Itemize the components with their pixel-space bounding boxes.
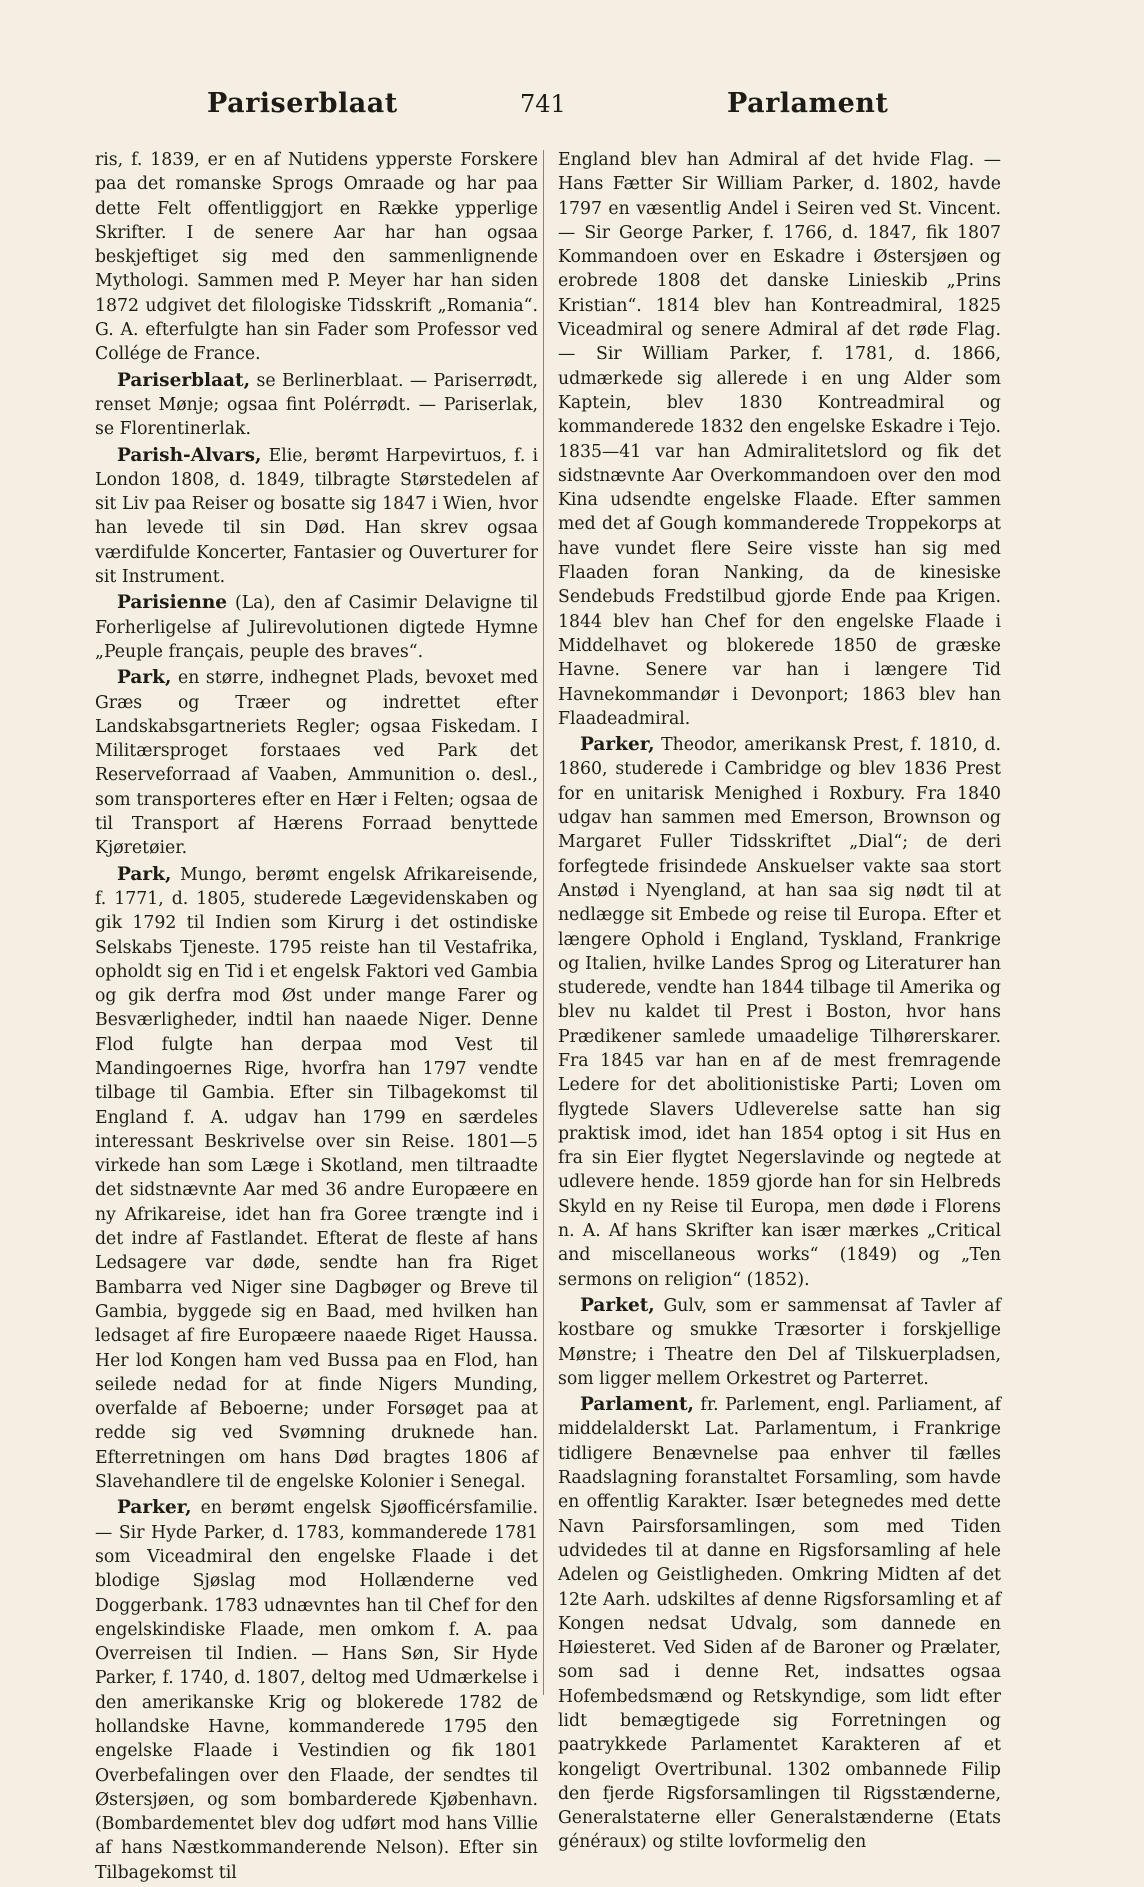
entry-text: Gulv, som er sammensat af Tavler af kostbare og smukke Træsorter i forskjellige Mønstre; i Theatre den Del af Tilskuerpladsen, som ligger mellem Orkestret og Parterret. [558, 1295, 1001, 1389]
entry-parker [95, 1496, 538, 1885]
headword: Parisienne [117, 592, 228, 614]
entry-text: en berømt engelsk Sjøofficérsfamilie. — Sir Hyde Parker, d. 1783, kommanderede 1781 som Viceadmiral den engelske Flaade i det blodige Sjøslag mod Hollænderne ved Doggerbank. 1783 udnævntes han til Chef for den engelskindiske Flaade, men omkom f. A. paa Overreisen til Indien. — Hans Søn, Sir Hyde Parker, f. 1740, d. 1807, deltog med Udmærkelse i den amerikanske Krig og blokerede 1782 de hollandske Havne, kommanderede 1795 den engelske Flaade i Vestindien og fik 1801 Overbefalingen over den Flaade, der sendtes til Østersjøen, og som bombarderede Kjøbenhavn. (Bombardementet blev dog udført mod hans Villie af hans Næstkommanderende Nelson). Efter sin Tilbagekomst til [95, 1498, 538, 1883]
entry-text: Mungo, berømt engelsk Afrikareisende, f. 1771, d. 1805, studerede Lægevidenskaben og gik 1792 til Indien som Kirurg i det ostindiske Selskabs Tjeneste. 1795 reiste han til Vestafrika, opholdt sig en Tid i et engelsk Faktori ved Gambia og gik derfra mod Øst under mange Farer og Besværligheder, indtil han naaede Niger. Denne Flod fulgte han derpaa mod Vest til Mandingoernes Rige, hvorfra han 1797 vendte tilbage til Gambia. Efter sin Tilbagekomst til England f. A. udgav han 1799 en særdeles interessant Beskrivelse over sin Reise. 1801—5 virkede han som Læge i Skotland, men tiltraadte det sidstnævnte Aar med 36 andre Europæere en ny Afrikareise, idet han fra Goree trængte ind i det indre af Fastlandet. Efterat de fleste af hans Ledsagere var døde, sendte han fra Riget Bambarra ved Niger sine Dagbøger og Breve til Gambia, byggede sig en Baad, med hvilken han ledsaget af fire Europæere naaede Riget Haussa. Her lod Kongen ham ved Bussa paa en Flod, han seilede nedad for at finde Nigers Munding, overfalde af Beboerne; under Forsøget paa at redde sig ved Svømning druknede han. Efterretningen om hans Død bragtes 1806 af Slavehandlere til de engelske Kolonier i Senegal. [95, 864, 538, 1493]
column-divider [543, 150, 544, 1695]
entry-parket [558, 1294, 1001, 1391]
entry-park-mungo [95, 863, 538, 1495]
entry-parker-cont [558, 148, 1001, 731]
headword: Parker, [117, 1497, 192, 1519]
entry-text: fr. Parlement, engl. Parliament, af middelalderskt Lat. Parlamentum, i Frankrige tidligere Benævnelse paa enhver til fælles Raadslagning foranstaltet Forsamling, som havde en offentlig Karakter. Især betegnedes med dette Navn Pairsforsamlingen, som med Tiden udvidedes til at danne en Rigsforsamling af hele Adelen og Geistligheden. Omkring Midten af det 12te Aarh. udskiltes af denne Rigsforsamling et af Kongen nedsat Udvalg, som dannede en Høiesteret. Ved Siden af de Baroner og Prælater, som sad i denne Ret, indsattes ogsaa Hofembedsmænd og Retskyndige, som lidt efter lidt bemægtigede sig Forretningen og paatrykkede Parlamentet Karakteren af et kongeligt Overtribunal. 1302 ombannede Filip den fjerde Rigsforsamlingen til Rigsstænderne, Generalstaterne eller Generalstænderne (Etats généraux) og stilte lovformelig den [558, 1395, 1001, 1853]
entry-text: Theodor, amerikansk Prest, f. 1810, d. 1860, studerede i Cambridge og blev 1836 Prest for en unitarisk Menighed i Roxbury. Fra 1840 udgav han sammen med Emerson, Brownson og Margaret Fuller Tidsskriftet „Dial“; de deri forfegtede frisindede Anskuelser vakte saa stort Anstød i Nyengland, at han saa sig nødt til at nedlægge sit Embede og reise til Europa. Efter et længere Ophold i England, Tyskland, Frankrige og Italien, hvilke Landes Sprog og Literaturer han studerede, vendte han 1844 tilbage til Amerika og blev nu kaldet til Prest i Boston, hvor hans Prædikener samlede umaadelige Tilhørerskarer. Fra 1845 var han en af de mest fremragende Ledere for det abolitionistiske Parti; Loven om flygtede Slavers Udleverelse satte han sig praktisk imod, idet han 1854 optog i sit Hus en fra sin Eier flygtet Negerslavinde og negtede at udlevere hende. 1859 gjorde han for sin Helbreds Skyld en ny Reise til Europa, men døde i Florens n. A. Af hans Skrifter kan især mærkes „Critical and miscellaneous works“ (1849) og „Ten sermons on religion“ (1852). [558, 735, 1001, 1290]
entry-riss [95, 148, 538, 367]
headword: Pariserblaat, [117, 369, 251, 391]
running-header [0, 88, 1144, 128]
header-right-guide-word: Parlament [727, 88, 889, 119]
headword: Park, [117, 667, 172, 689]
entry-parker-theodor [558, 733, 1001, 1292]
headword: Parker, [580, 734, 655, 756]
entry-text: England blev han Admiral af det hvide Flag. — Hans Fætter Sir William Parker, d. 1802, havde 1797 en væsentlig Andel i Seiren ved St. Vincent. — Sir George Parker, f. 1766, d. 1847, fik 1807 Kommandoen over en Eskadre i Østersjøen og erobrede 1808 det danske Linieskib „Prins Kristian“. 1814 blev han Kontreadmiral, 1825 Viceadmiral og senere Admiral af det røde Flag. — Sir William Parker, f. 1781, d. 1866, udmærkede sig allerede i en ung Alder som Kaptein, blev 1830 Kontreadmiral og kommanderede 1832 den engelske Eskadre i Tejo. 1835—41 var han Admiralitetslord og fik det sidstnævnte Aar Overkommandoen over den mod Kina udsendte engelske Flaade. Efter sammen med det af Gough kommanderede Troppekorps at have vundet flere Seire visste han sig med Flaaden foran Nanking, da de kinesiske Sendebuds Fredstilbud gjorde Ende paa Krigen. 1844 blev han Chef for den engelske Flaade i Middelhavet og blokerede 1850 de græske Havne. Senere var han i længere Tid Havnekommandør i Devonport; 1863 blev han Flaadeadmiral. [558, 150, 1001, 729]
entry-text: (La), den af Casimir Delavigne til Forherligelse af Julirevolutionen digtede Hymne „Peuple français, peuple des braves“. [95, 593, 538, 662]
headword: Parlament, [580, 1394, 694, 1416]
header-left-guide-word: Pariserblaat [207, 88, 398, 119]
page-number: 741 [520, 90, 566, 118]
entry-text: en større, indhegnet Plads, bevoxet med Græs og Træer og indrettet efter Landskabsgartneriets Regler; ogsaa Fiskedam. I Militærsproget forstaaes ved Park det Reserveforraad af Vaaben, Ammunition o. desl., som transporteres efter en Hær i Felten; ogsaa de til Transport af Hærens Forraad benyttede Kjøretøier. [95, 668, 539, 859]
entry-text: ris, f. 1839, er en af Nutidens ypperste Forskere paa det romanske Sprogs Omraade og har paa dette Felt offentliggjort en Række ypperlige Skrifter. I de senere Aar har han ogsaa beskjeftiget sig med den sammenlignende Mythologi. Sammen med P. Meyer har han siden 1872 udgivet det filologiske Tidsskrift „Romania“. G. A. efterfulgte han sin Fader som Professor ved Collége de France. [95, 150, 538, 365]
headword: Parish-Alvars, [117, 444, 262, 466]
right-column [558, 148, 1001, 1857]
entry-pariserblaat [95, 369, 538, 442]
entry-parisienne [95, 591, 538, 664]
left-column [95, 148, 538, 1887]
headword: Park, [117, 863, 172, 885]
entry-text: Elie, berømt Harpevirtuos, f. i London 1808, d. 1849, tilbragte Størstedelen af sit Liv paa Reiser og bosatte sig 1847 i Wien, hvor han levede til sin Død. Han skrev ogsaa værdifulde Koncerter, Fantasier og Ouverturer for sit Instrument. [95, 445, 538, 588]
entry-text: se Berlinerblaat. — Pariserrødt, renset Mønje; ogsaa fint Polérrødt. — Pariserlak, se Florentinerlak. [95, 370, 538, 440]
headword: Parket, [580, 1294, 655, 1316]
entry-parish-alvars [95, 444, 538, 590]
entry-parlament [558, 1393, 1001, 1855]
entry-park [95, 666, 538, 860]
